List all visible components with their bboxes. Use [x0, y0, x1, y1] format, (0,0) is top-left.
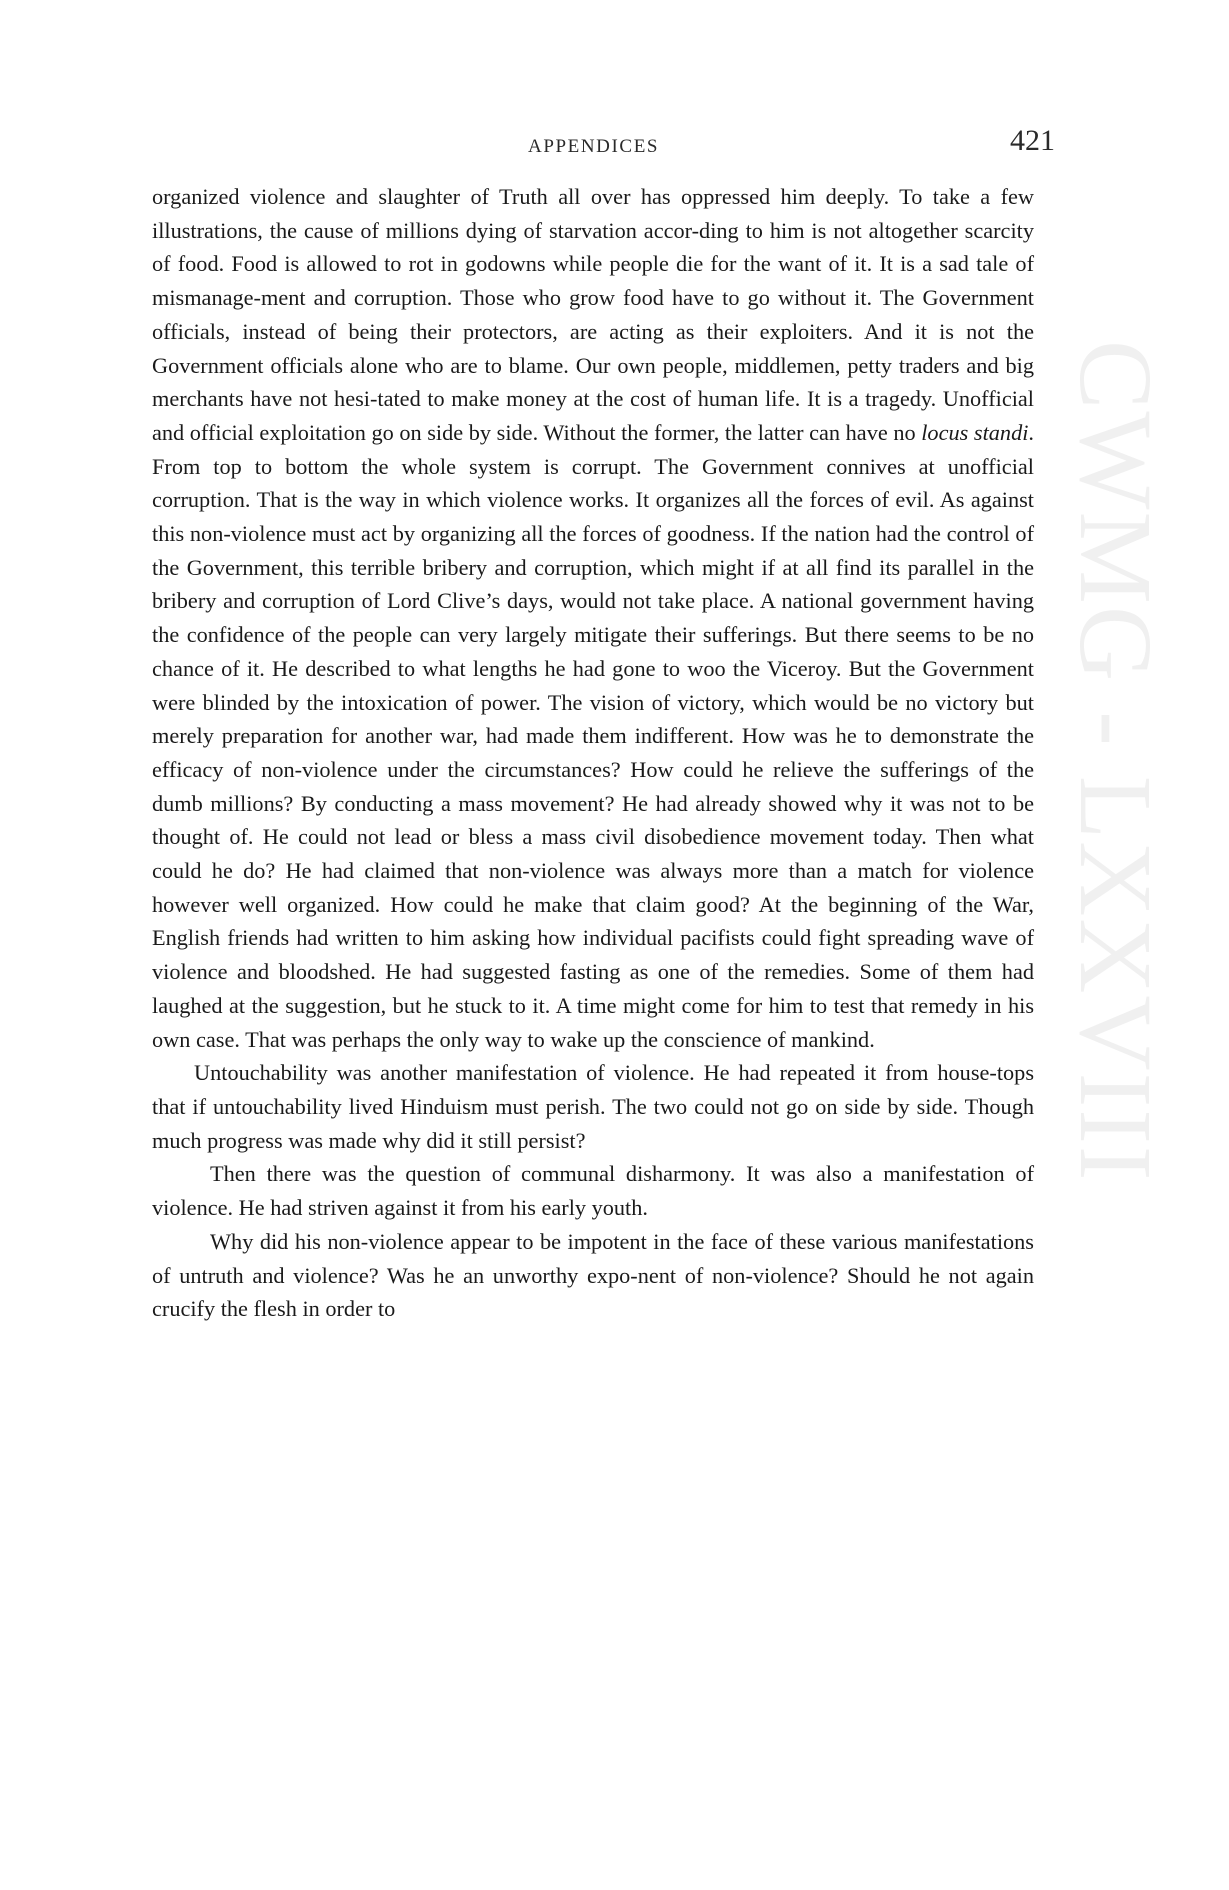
paragraph-text: . From top to bottom the whole system is corrupt. The Government connives at unofficial corruption. That is the way in which violence works. It organizes all the forces of evil. As against this non-violence must act by organizing all the forces of goodness. If the nation had the control of the Government, this terrible bribery and corruption, which might if at all find its parallel in the bribery and corruption of Lord Clive’s days, would not take place. A national government having the confidence of the people can very largely mitigate their sufferings. But there seems to be no chance of it. He described to what lengths he had gone to woo the Viceroy. But the Government were blinded by the intoxication of power. The vision of victory, which would be no victory but merely preparation for another war, had made them indifferent. How was he to demonstrate the efficacy of non-violence under the circumstances? How could he relieve the sufferings of the dumb millions? By conducting a mass movement? He had already showed why it was not to be thought of. He could not lead or bless a mass civil disobedience movement today. Then what could he do? He had claimed that non-violence was always more than a match for violence however well organized. How could he make that claim good? At the beginning of the War, English friends had written to him asking how individual pacifists could fight spreading wave of violence and bloodshed. He had suggested fasting as one of the remedies. Some of them had laughed at the suggestion, but he stuck to it. A time might come for him to test that remedy in his own case. That was perhaps the only way to wake up the conscience of mankind. — [152, 419, 1034, 1052]
paragraph-text: organized violence and slaughter of Truth all over has oppressed him deeply. To take a few illustrations, the cause of millions dying of starvation accor-ding to him is not altogether scarcity of food. Food is allowed to rot in godowns while people die for the want of it. It is a sad tale of mismanage-ment and corruption. Those who grow food have to go without it. The Government officials, instead of being their protectors, are acting as their exploiters. And it is not the Government officials alone who are to blame. Our own people, middlemen, petty traders and big merchants have not hesi-tated to make money at the cost of human life. It is a tragedy. Unofficial and official exploitation go on side by side. Without the former, the latter can have no — [152, 184, 1034, 445]
paragraph — [152, 180, 1034, 1056]
watermark: CWMG - LXXVIII — [1058, 340, 1173, 1183]
page-number: 421 — [1010, 124, 1055, 157]
running-head: APPENDICES — [528, 136, 660, 157]
italic-phrase: locus standi — [921, 419, 1029, 445]
body-text — [152, 180, 1034, 1326]
paragraph: Why did his non-violence appear to be impotent in the face of these various manifestations of untruth and violence? Was he an unworthy expo-nent of non-violence? Should he not again crucify the flesh in order to — [152, 1228, 1034, 1322]
paragraph: Untouchability was another manifestation of violence. He had repeated it from house-tops that if untouchability lived Hinduism must perish. The two could not go on side by side. Though much progress was made why did it still persist? — [152, 1060, 1034, 1153]
paragraph: Then there was the question of communal disharmony. It was also a manifestation of violence. He had striven against it from his early youth. — [152, 1161, 1034, 1221]
